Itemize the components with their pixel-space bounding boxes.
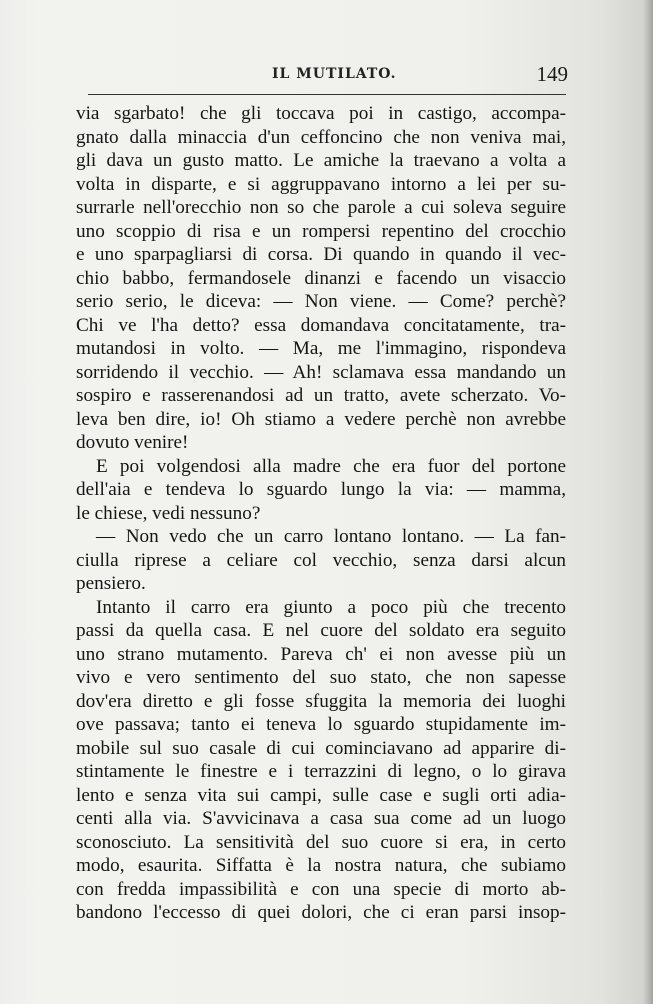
page-number: 149 bbox=[536, 62, 568, 86]
text-line: uno strano mutamento. Pareva ch' ei non avesse più un bbox=[76, 643, 566, 665]
text-line: dovuto venire! bbox=[76, 432, 189, 453]
text-line: serio serio, le diceva: — Non viene. — Come? perchè? bbox=[76, 291, 566, 312]
text-line: e uno sparpagliarsi di corsa. Di quando in quando il vec- bbox=[76, 244, 566, 265]
running-title: IL MUTILATO. bbox=[272, 66, 397, 82]
text-line: mutandosi in volto. — Ma, me l'immagino, rispondeva bbox=[76, 338, 566, 359]
text-line: gnato dalla minaccia d'un ceffoncino che non veniva mai, bbox=[76, 126, 566, 148]
page-edge-shadow bbox=[643, 0, 653, 1004]
text-line: sospiro e rasserenandosi ad un tratto, avete scherzato. Vo- bbox=[76, 385, 566, 406]
text-line: Intanto il carro era giunto a poco più che trecento bbox=[96, 596, 566, 618]
header-rule bbox=[88, 94, 566, 95]
text-line: passi da quella casa. E nel cuore del soldato era seguito bbox=[76, 620, 566, 641]
text-line: centi alla via. S'avvicinava a casa sua come ad un luogo bbox=[76, 808, 566, 829]
text-line: dell'aia e tendeva lo sguardo lungo la via: — mamma, bbox=[76, 479, 566, 500]
text-line: sconosciuto. La sensitività del suo cuore si era, in certo bbox=[76, 831, 566, 853]
text-line: E poi volgendosi alla madre che era fuor del portone bbox=[96, 455, 566, 477]
text-line: vivo e vero sentimento del suo stato, che non sapesse bbox=[76, 667, 566, 688]
text-line: con fredda impassibilità e con una specie di morto ab- bbox=[76, 878, 566, 900]
text-line: mobile sul suo casale di cui cominciavano ad apparire di- bbox=[76, 737, 566, 759]
body-text bbox=[76, 102, 566, 925]
text-line: via sgarbato! che gli toccava poi in castigo, accompa- bbox=[76, 103, 566, 124]
running-head bbox=[76, 62, 568, 90]
text-line: ciulla riprese a celiare col vecchio, senza darsi alcun bbox=[76, 549, 566, 571]
text-line: gli dava un gusto matto. Le amiche la traevano a volta a bbox=[76, 150, 566, 171]
text-line: sorridendo il vecchio. — Ah! sclamava essa mandando un bbox=[76, 361, 566, 383]
text-line: leva ben dire, io! Oh stiamo a vedere perchè non avrebbe bbox=[76, 408, 566, 430]
text-line: le chiese, vedi nessuno? bbox=[76, 502, 261, 524]
text-line: — Non vedo che un carro lontano lontano. — La fan- bbox=[96, 526, 566, 547]
text-line: modo, esaurita. Siffatta è la nostra natura, che subiamo bbox=[76, 855, 566, 876]
text-line: volta in disparte, e si aggruppavano intorno a lei per su- bbox=[76, 173, 566, 195]
text-line: Chi ve l'ha detto? essa domandava concitatamente, tra- bbox=[76, 314, 566, 336]
text-line: surrarle nell'orecchio non so che parole a cui soleva seguire bbox=[76, 197, 566, 218]
text-line: bandono l'eccesso di quei dolori, che ci eran parsi insop- bbox=[76, 902, 566, 923]
text-line: pensiero. bbox=[76, 573, 146, 594]
text-line: dov'era diretto e gli fosse sfuggita la memoria dei luoghi bbox=[76, 690, 566, 712]
text-line: ove passava; tanto ei teneva lo sguardo stupidamente im- bbox=[76, 714, 566, 735]
text-line: chio babbo, fermandosele dinanzi e facendo un visaccio bbox=[76, 267, 566, 289]
text-line: lento e senza vita sui campi, sulle case e sugli orti adia- bbox=[76, 784, 566, 806]
text-line: stintamente le finestre e i terrazzini di legno, o lo girava bbox=[76, 761, 566, 782]
text-line: uno scoppio di risa e un rompersi repentino del crocchio bbox=[76, 220, 566, 242]
